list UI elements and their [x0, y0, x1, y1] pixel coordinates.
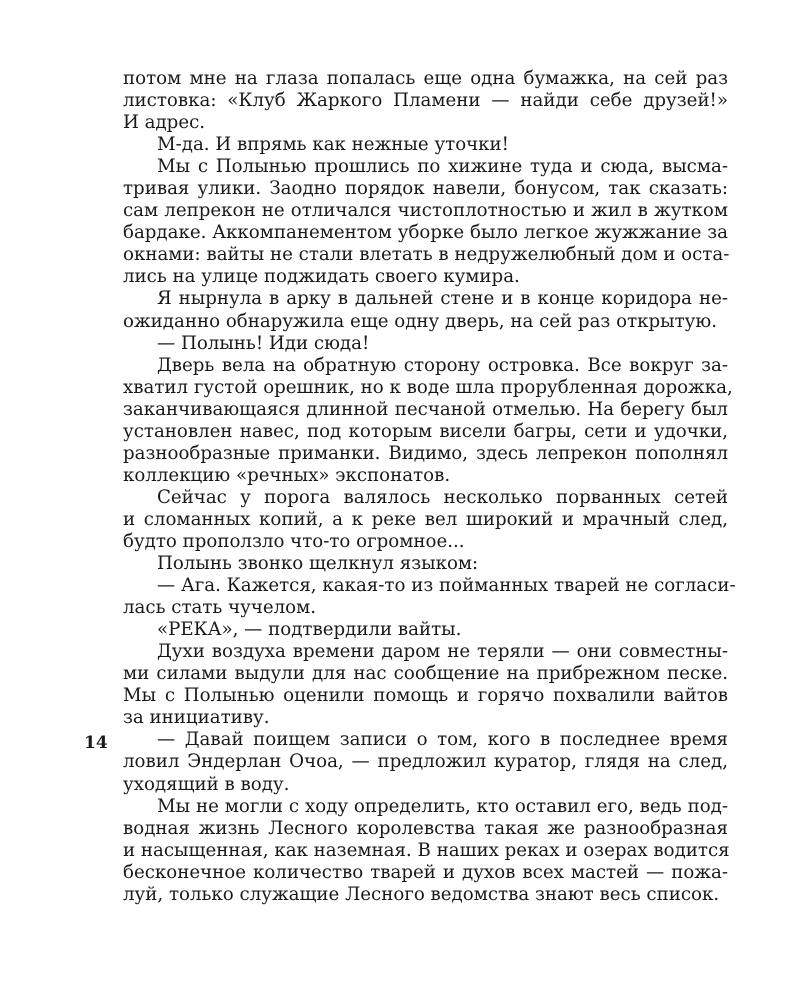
text-line: Дверь вела на обратную сторону островка. Все вокруг за- — [157, 354, 728, 376]
text-line: листовка: «Клуб Жаркого Пламени — найди себе друзей!» — [123, 90, 728, 112]
text-line: бардаке. Аккомпанементом уборке было легкое жужжание за — [123, 222, 728, 244]
text-line: Мы с Полынью прошлись по хижине туда и сюда, высма- — [157, 156, 728, 178]
page-number: 14 — [84, 733, 108, 753]
text-line: — Ага. Кажется, какая-то из пойманных тварей не согласи- — [157, 575, 736, 597]
text-line: будто проползло что-то огромное... — [123, 530, 465, 552]
text-line: уходящий в воду. — [123, 773, 290, 795]
text-line: Я нырнула в арку в дальней стене и в конце коридора не- — [157, 288, 728, 310]
text-line: хватил густой орешник, но к воде шла прорубленная дорожка, — [123, 376, 733, 398]
text-line: лись на улице поджидать своего кумира. — [123, 266, 520, 288]
text-line: и сломанных копий, а к реке вел широкий и мрачный след, — [123, 508, 728, 530]
text-line: тривая улики. Заодно порядок навели, бонусом, так сказать: — [123, 178, 728, 200]
text-line: бесконечное количество тварей и духов всех мастей — пожа- — [123, 861, 728, 883]
text-line: сам лепрекон не отличался чистоплотностью и жил в жутком — [123, 200, 728, 222]
text-line: и насыщенная, как наземная. В наших реках и озерах водится — [123, 839, 730, 861]
text-line: Мы не могли с ходу определить, кто оставил его, ведь под- — [157, 795, 728, 817]
text-line: заканчивающаяся длинной песчаной отмелью. На берегу был — [123, 398, 728, 420]
text-line: окнами: вайты не стали влетать в недружелюбный дом и оста- — [123, 244, 730, 266]
text-line: М-да. И впрямь как нежные уточки! — [157, 134, 509, 156]
text-line: Мы с Полынью оценили помощь и горячо похвалили вайтов — [123, 685, 728, 707]
text-line: разнообразные приманки. Видимо, здесь лепрекон пополнял — [123, 442, 728, 464]
body-text — [123, 68, 736, 906]
text-line: «РЕКА», — подтвердили вайты. — [157, 619, 462, 641]
text-line: лась стать чучелом. — [123, 597, 317, 619]
text-line: И адрес. — [123, 112, 206, 134]
text-line: коллекцию «речных» экспонатов. — [123, 464, 451, 486]
text-line: установлен навес, под которым висели багры, сети и удочки, — [123, 420, 728, 442]
text-line: Полынь звонко щелкнул языком: — [157, 553, 479, 575]
text-line: ловил Эндерлан Очоа, — предложил куратор, глядя на след, — [123, 751, 728, 773]
text-line: луй, только служащие Лесного ведомства знают весь список. — [123, 883, 720, 905]
text-line: за инициативу. — [123, 707, 270, 729]
text-line: потом мне на глаза попалась еще одна бумажка, на сей раз — [123, 68, 728, 89]
text-line: ми силами выдули для нас сообщение на прибрежном песке. — [123, 663, 728, 685]
text-line: — Давай поищем записи о том, кого в последнее время — [157, 729, 728, 751]
text-line: Духи воздуха времени даром не теряли — они совместны- — [157, 641, 728, 663]
text-line: Сейчас у порога валялось несколько порванных сетей — [157, 486, 728, 508]
text-line: — Полынь! Иди сюда! — [157, 332, 370, 354]
text-line: водная жизнь Лесного королевства такая же разнообразная — [123, 817, 728, 839]
text-line: ожиданно обнаружила еще одну дверь, на сей раз открытую. — [123, 310, 717, 332]
